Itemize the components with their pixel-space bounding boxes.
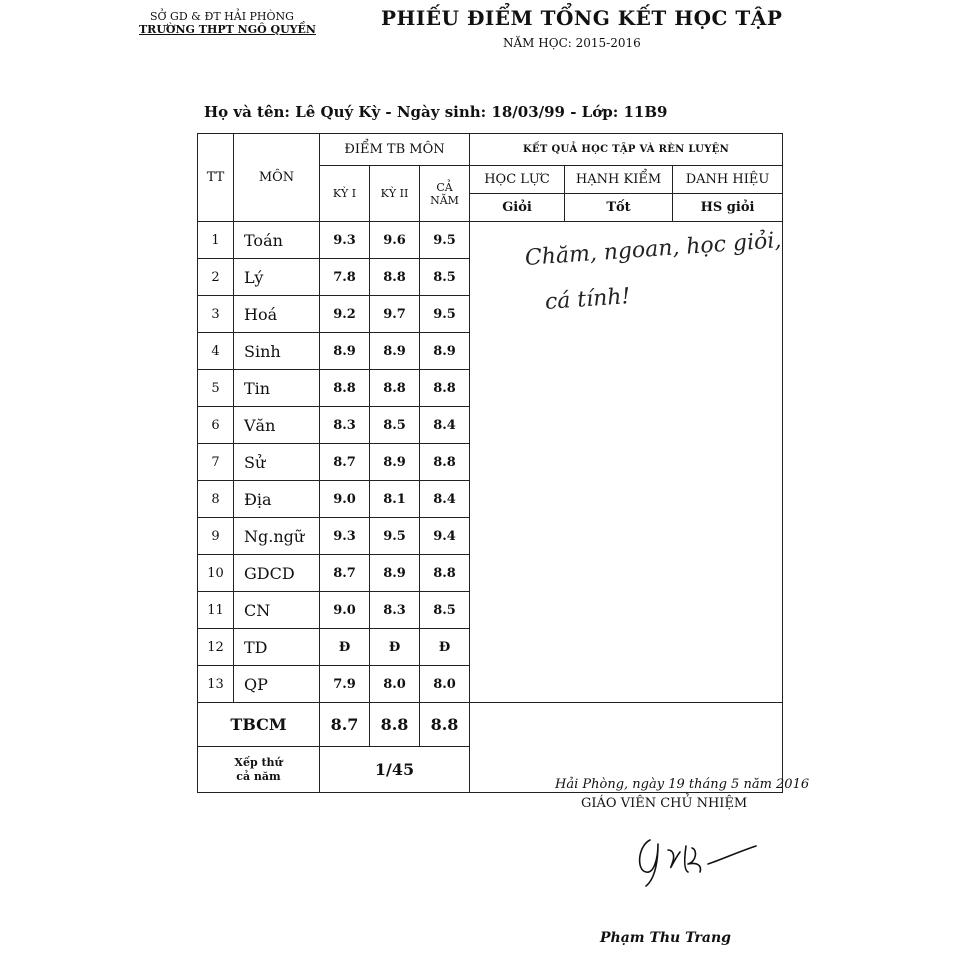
row-term2: 8.8 (370, 259, 420, 296)
row-year: 8.5 (420, 259, 470, 296)
row-term2: 8.9 (370, 555, 420, 592)
handwritten-comment-line2: cá tính! (544, 284, 632, 315)
header-term1: KỲ I (320, 166, 370, 222)
row-tt: 11 (198, 592, 234, 629)
title-value: HS giỏi (673, 194, 783, 222)
tbcm-term2: 8.8 (370, 703, 420, 747)
row-subject: Văn (234, 407, 320, 444)
row-tt: 12 (198, 629, 234, 666)
row-year: 8.8 (420, 370, 470, 407)
teacher-comment-cell (470, 222, 783, 703)
teacher-role: GIÁO VIÊN CHỦ NHIỆM (581, 796, 748, 811)
row-year: 8.4 (420, 481, 470, 518)
row-term1: Đ (320, 629, 370, 666)
row-year: 9.5 (420, 296, 470, 333)
school-year: NĂM HỌC: 2015-2016 (503, 36, 641, 50)
teacher-signature (628, 820, 768, 890)
row-subject: CN (234, 592, 320, 629)
header-avg-group: ĐIỂM TB MÔN (320, 134, 470, 166)
rank-label-line2: cả năm (236, 769, 281, 783)
row-tt: 2 (198, 259, 234, 296)
row-tt: 5 (198, 370, 234, 407)
row-year: 8.8 (420, 444, 470, 481)
row-subject: Địa (234, 481, 320, 518)
row-subject: Hoá (234, 296, 320, 333)
tbcm-label: TBCM (198, 703, 320, 747)
row-term1: 7.8 (320, 259, 370, 296)
row-subject: Tin (234, 370, 320, 407)
row-term1: 7.9 (320, 666, 370, 703)
row-term2: 8.3 (370, 592, 420, 629)
conduct-value: Tốt (565, 194, 673, 222)
header-year-line2: NĂM (430, 193, 459, 207)
row-year: 8.9 (420, 333, 470, 370)
row-year: 8.8 (420, 555, 470, 592)
row-term2: 8.8 (370, 370, 420, 407)
row-tt: 3 (198, 296, 234, 333)
header-term2: KỲ II (370, 166, 420, 222)
row-term1: 8.7 (320, 444, 370, 481)
row-subject: QP (234, 666, 320, 703)
row-term2: 9.6 (370, 222, 420, 259)
row-term1: 8.3 (320, 407, 370, 444)
rank-label-line1: Xếp thứ (234, 755, 283, 769)
header-year (420, 166, 470, 222)
header-tt: TT (198, 134, 234, 222)
tbcm-row (198, 703, 783, 747)
row-year: 8.5 (420, 592, 470, 629)
row-term2: 8.9 (370, 444, 420, 481)
row-term1: 9.0 (320, 592, 370, 629)
row-term2: 8.9 (370, 333, 420, 370)
row-year: 9.4 (420, 518, 470, 555)
row-term1: 8.7 (320, 555, 370, 592)
row-subject: TD (234, 629, 320, 666)
row-tt: 4 (198, 333, 234, 370)
row-subject: Sinh (234, 333, 320, 370)
row-tt: 13 (198, 666, 234, 703)
issue-date: Hải Phòng, ngày 19 tháng 5 năm 2016 (555, 777, 810, 792)
row-tt: 10 (198, 555, 234, 592)
row-subject: Ng.ngữ (234, 518, 320, 555)
header-academic: HỌC LỰC (470, 166, 565, 194)
row-tt: 1 (198, 222, 234, 259)
row-subject: GDCD (234, 555, 320, 592)
row-term2: Đ (370, 629, 420, 666)
row-tt: 9 (198, 518, 234, 555)
row-subject: Sử (234, 444, 320, 481)
header-title: DANH HIỆU (673, 166, 783, 194)
row-tt: 8 (198, 481, 234, 518)
row-term1: 9.2 (320, 296, 370, 333)
row-term1: 9.3 (320, 222, 370, 259)
document-title: PHIẾU ĐIỂM TỔNG KẾT HỌC TẬP (381, 6, 783, 30)
row-subject: Lý (234, 259, 320, 296)
grades-table (197, 133, 783, 793)
row-term2: 8.1 (370, 481, 420, 518)
row-term1: 9.0 (320, 481, 370, 518)
rank-label (198, 747, 320, 793)
student-info: Họ và tên: Lê Quý Kỳ - Ngày sinh: 18/03/99 - Lớp: 11B9 (204, 103, 668, 121)
academic-value: Giỏi (470, 194, 565, 222)
row-year: 8.0 (420, 666, 470, 703)
teacher-name: Phạm Thu Trang (600, 930, 731, 946)
header-subject: MÔN (234, 134, 320, 222)
row-term2: 8.5 (370, 407, 420, 444)
school-name: TRƯỜNG THPT NGÔ QUYỀN (139, 23, 316, 36)
row-term1: 8.8 (320, 370, 370, 407)
row-term2: 9.7 (370, 296, 420, 333)
row-year: 8.4 (420, 407, 470, 444)
row-year: Đ (420, 629, 470, 666)
row-term1: 8.9 (320, 333, 370, 370)
tbcm-term1: 8.7 (320, 703, 370, 747)
table-row (198, 222, 783, 259)
rank-value: 1/45 (320, 747, 470, 793)
department-name: SỞ GD & ĐT HẢI PHÒNG (150, 10, 294, 23)
row-term1: 9.3 (320, 518, 370, 555)
header-conduct: HẠNH KIỂM (565, 166, 673, 194)
row-year: 9.5 (420, 222, 470, 259)
header-year-line1: CẢ (436, 180, 453, 194)
header-results-group: KẾT QUẢ HỌC TẬP VÀ RÈN LUYỆN (470, 134, 783, 166)
row-tt: 7 (198, 444, 234, 481)
row-subject: Toán (234, 222, 320, 259)
row-term2: 9.5 (370, 518, 420, 555)
row-tt: 6 (198, 407, 234, 444)
tbcm-year: 8.8 (420, 703, 470, 747)
handwritten-comment-line1: Chăm, ngoan, học giỏi, (524, 228, 783, 271)
row-term2: 8.0 (370, 666, 420, 703)
